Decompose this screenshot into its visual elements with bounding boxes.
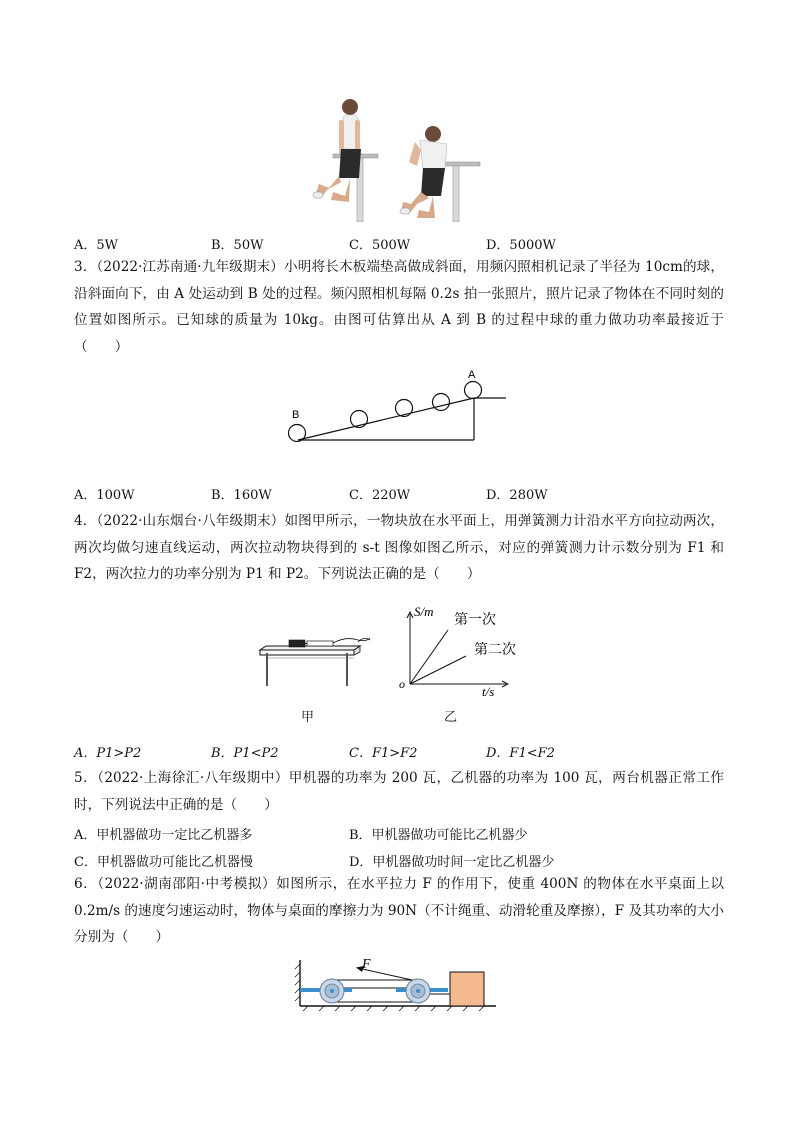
q5-options-row2 [74, 851, 734, 869]
q3-source: （2022·江苏南通·九年级期末） [96, 259, 285, 275]
q6-number: 6． [74, 876, 98, 892]
q4-stem: 如图甲所示，一物块放在水平面上，用弹簧测力计沿水平方向拉动两次，两次均做匀速直线运动，两次拉动物块得到的 s-t 图像如图乙所示，对应的弹簧测力计示数分别为 F1 和 F2，两次拉力的功率分别为 P1 和 P2。下列说法正确的是（ ） [74, 513, 725, 582]
person-up [313, 99, 378, 222]
block [450, 972, 484, 1006]
label-a: A [468, 369, 476, 381]
x-axis-label: t/s [482, 684, 495, 698]
ball-4 [433, 394, 450, 411]
q4-number: 4． [74, 513, 97, 529]
q3-option-b[interactable]: B．160W [211, 488, 272, 503]
q5-option-b[interactable]: B．甲机器做功可能比乙机器少 [349, 828, 528, 843]
dip-exercise-figure [305, 92, 485, 222]
q3-option-d[interactable]: D．280W [486, 488, 548, 503]
q5-option-c[interactable]: C．甲机器做功可能比乙机器慢 [74, 855, 253, 870]
incline-surface [298, 398, 474, 440]
person-down [400, 126, 480, 222]
st-graph-figure [396, 600, 522, 698]
q4-text [74, 508, 724, 588]
second-line-label: 第二次 [474, 642, 516, 658]
caption-jia: 甲 [301, 710, 315, 725]
q6-text [74, 871, 724, 951]
q4-option-b[interactable]: B．P1<P2 [211, 746, 279, 761]
q3-option-c[interactable]: C．220W [349, 488, 411, 503]
force-label: F [362, 958, 371, 972]
q5-source: （2022·上海徐汇·八年级期中） [97, 770, 289, 786]
caption-yi: 乙 [444, 710, 458, 725]
ball-3 [396, 400, 413, 417]
label-b: B [292, 409, 300, 421]
q5-number: 5． [74, 770, 98, 786]
q4-source: （2022·山东烟台·八年级期末） [96, 513, 285, 529]
q4-option-a[interactable]: A．P1>P2 [74, 746, 142, 761]
q2-option-d[interactable]: D．5000W [486, 238, 556, 253]
q3-text [74, 254, 724, 360]
q3-number: 3． [74, 259, 97, 275]
y-axis-label: S/m [414, 604, 434, 619]
line-second [410, 656, 466, 684]
q6-source: （2022·湖南邵阳·中考模拟） [97, 876, 277, 892]
q2-option-c[interactable]: C．500W [349, 238, 411, 253]
q5-option-d[interactable]: D．甲机器做功时间一定比乙机器少 [349, 855, 555, 870]
line-first [410, 630, 448, 684]
q4-option-c[interactable]: C．F1>F2 [349, 746, 418, 761]
q5-option-a[interactable]: A．甲机器做功一定比乙机器多 [74, 828, 253, 843]
ball-a [465, 382, 482, 399]
pulley-figure [294, 958, 500, 1014]
q2-option-b[interactable]: B．50W [211, 238, 264, 253]
q5-options-row1 [74, 824, 734, 842]
q3-stem: 小明将长木板端垫高做成斜面，用频闪照相机记录了半径为 10cm的球，沿斜面向下，由 A 处运动到 B 处的过程。频闪照相机每隔 0.2s 拍一张照片，照片记录了物体在不同时刻的位置如图所示。已知球的质量为 10kg。由图可估算出从 A 到 B 的过程中球的重力做功功率最接近于（ ） [74, 259, 724, 355]
q5-text [74, 765, 724, 818]
q3-options [74, 484, 734, 502]
q2-options [74, 234, 734, 252]
q2-option-a[interactable]: A．5W [74, 238, 119, 253]
q4-option-d[interactable]: D．F1<F2 [486, 746, 555, 761]
q6-stem: 如图所示，在水平拉力 F 的作用下，使重 400N 的物体在水平桌面上以 0.2m/s 的速度匀速运动时，物体与桌面的摩擦力为 90N（不计绳重、动滑轮重及摩擦），F 及其功率的大小分别为（ ） [74, 876, 725, 945]
origin-label: o [399, 677, 405, 691]
q3-option-a[interactable]: A．100W [74, 488, 135, 503]
incline-figure [280, 362, 520, 450]
ball-b [289, 425, 306, 442]
q4-options [74, 742, 734, 760]
first-line-label: 第一次 [454, 612, 496, 628]
table-spring-figure [254, 628, 374, 690]
q5-stem: 甲机器的功率为 200 瓦，乙机器的功率为 100 瓦，两台机器正常工作时，下列说法中正确的是（ ） [74, 770, 725, 813]
